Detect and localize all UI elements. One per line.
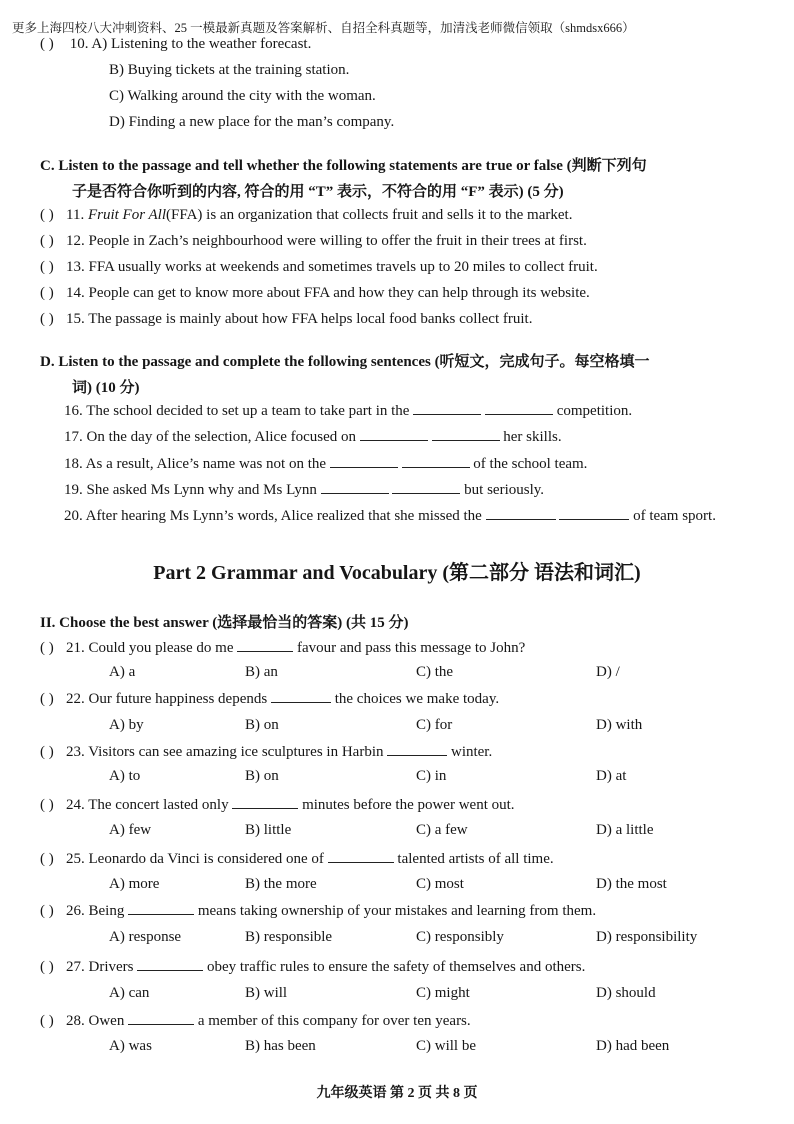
question-22: ( ) 22. Our future happiness depends the choices we make today.: [40, 691, 500, 707]
fill-blank[interactable]: [486, 507, 556, 520]
option-d: D) /: [596, 664, 620, 680]
fill-blank[interactable]: [237, 639, 293, 652]
fill-blank[interactable]: [128, 1012, 194, 1025]
option-a: A) by: [109, 717, 144, 733]
option-b: B) on: [245, 768, 279, 784]
option-b: B) will: [245, 985, 288, 1001]
option-b: B) an: [245, 664, 278, 680]
question-26: ( ) 26. Being means taking ownership of your mistakes and learning from them.: [40, 903, 597, 919]
option-d: D) had been: [596, 1038, 670, 1054]
option-d: D) with: [596, 717, 643, 733]
option-a: A) to: [109, 768, 141, 784]
option-d: D) responsibility: [596, 929, 698, 945]
question-12: ( ) 12. People in Zach’s neighbourhood were willing to offer the fruit in their trees at first.: [40, 233, 587, 249]
option-c: C) for: [416, 717, 453, 733]
option-b: B) has been: [245, 1038, 316, 1054]
question-stem: 10. A) Listening to the weather forecast.: [69, 36, 312, 52]
fill-blank[interactable]: [321, 481, 389, 494]
question-14: ( ) 14. People can get to know more about FFA and how they can help through its website.: [40, 285, 590, 301]
fill-blank[interactable]: [413, 402, 481, 415]
question-27: ( ) 27. Drivers obey traffic rules to ensure the safety of themselves and others.: [40, 959, 586, 975]
answer-paren: ( ): [40, 797, 54, 813]
question-24: ( ) 24. The concert lasted only minutes before the power went out.: [40, 797, 515, 813]
fill-blank[interactable]: [402, 455, 470, 468]
option-a: A) a: [109, 664, 136, 680]
option-c: C) responsibly: [416, 929, 504, 945]
section-c-heading: C. Listen to the passage and tell whether the following statements are true or false (判断下列句: [40, 158, 647, 174]
option-c: C) most: [416, 876, 464, 892]
option-d: D) Finding a new place for the man’s company.: [109, 114, 395, 130]
option-a: A) more: [109, 876, 160, 892]
question-23: ( ) 23. Visitors can see amazing ice sculptures in Harbin winter.: [40, 744, 493, 760]
fill-blank[interactable]: [360, 428, 428, 441]
question-13: ( ) 13. FFA usually works at weekends and sometimes travels up to 20 miles to collect fruit.: [40, 259, 598, 275]
option-b: B) on: [245, 717, 279, 733]
part-2-title: Part 2 Grammar and Vocabulary (第二部分 语法和词汇): [153, 562, 641, 584]
option-a: A) few: [109, 822, 152, 838]
fill-blank[interactable]: [232, 796, 298, 809]
option-b: B) responsible: [245, 929, 333, 945]
answer-paren: ( ): [40, 640, 54, 656]
option-b: B) the more: [245, 876, 317, 892]
option-d: D) should: [596, 985, 656, 1001]
fill-blank[interactable]: [328, 850, 394, 863]
question-18: 18. As a result, Alice’s name was not on the of the school team.: [64, 456, 588, 472]
answer-paren: ( ): [40, 691, 54, 707]
question-16: 16. The school decided to set up a team to take part in the competition.: [64, 403, 633, 419]
answer-paren: ( ): [40, 259, 54, 275]
option-d: D) a little: [596, 822, 654, 838]
answer-paren: ( ): [40, 903, 54, 919]
fill-blank[interactable]: [392, 481, 460, 494]
question-20: 20. After hearing Ms Lynn’s words, Alice realized that she missed the of team sport.: [64, 508, 716, 524]
option-c: C) Walking around the city with the woman.: [109, 88, 376, 104]
section-c-heading-cont: 子是否符合你听到的内容, 符合的用 “T” 表示，不符合的用 “F” 表示) (5 分): [72, 184, 564, 200]
section-d-heading-cont: 词) (10 分): [72, 380, 140, 396]
question-11: ( ) 11. Fruit For All(FFA) is an organization that collects fruit and sells it to the market.: [40, 207, 573, 223]
fill-blank[interactable]: [271, 690, 331, 703]
option-c: C) will be: [416, 1038, 476, 1054]
fill-blank[interactable]: [432, 428, 500, 441]
option-c: C) the: [416, 664, 454, 680]
option-b: B) Buying tickets at the training station.: [109, 62, 350, 78]
answer-paren: ( ): [40, 311, 54, 327]
question-28: ( ) 28. Owen a member of this company for over ten years.: [40, 1013, 471, 1029]
answer-paren: ( ): [40, 1013, 54, 1029]
question-15: ( ) 15. The passage is mainly about how FFA helps local food banks collect fruit.: [40, 311, 533, 327]
option-d: D) at: [596, 768, 627, 784]
answer-paren: ( ): [40, 744, 54, 760]
option-c: C) in: [416, 768, 447, 784]
answer-paren: ( ): [40, 233, 54, 249]
fill-blank[interactable]: [387, 743, 447, 756]
section-d-heading: D. Listen to the passage and complete the following sentences (听短文，完成句子。每空格填一: [40, 354, 650, 370]
fill-blank[interactable]: [485, 402, 553, 415]
option-b: B) little: [245, 822, 292, 838]
header-note: 更多上海四校八大冲刺资料、25 一模最新真题及答案解析、自招全科真题等，加清浅老师微信领取（shmdsx666）: [12, 21, 635, 35]
option-c: C) might: [416, 985, 470, 1001]
section-ii-heading: II. Choose the best answer (选择最恰当的答案) (共 15 分): [40, 615, 409, 631]
option-c: C) a few: [416, 822, 468, 838]
fill-blank[interactable]: [330, 455, 398, 468]
answer-paren: ( ): [40, 285, 54, 301]
page-footer: 九年级英语 第 2 页 共 8 页: [316, 1086, 478, 1101]
fill-blank[interactable]: [137, 958, 203, 971]
answer-paren: ( ): [40, 207, 54, 223]
question-21: ( ) 21. Could you please do me favour and pass this message to John?: [40, 640, 526, 656]
answer-paren: ( ): [40, 851, 54, 867]
answer-paren: ( ): [40, 959, 54, 975]
option-a: A) can: [109, 985, 150, 1001]
question-25: ( ) 25. Leonardo da Vinci is considered one of talented artists of all time.: [40, 851, 554, 867]
option-a: A) was: [109, 1038, 152, 1054]
fill-blank[interactable]: [128, 902, 194, 915]
question-19: 19. She asked Ms Lynn why and Ms Lynn but seriously.: [64, 482, 545, 498]
organization-name: Fruit For All: [87, 207, 167, 223]
option-d: D) the most: [596, 876, 667, 892]
option-a: A) response: [109, 929, 182, 945]
fill-blank[interactable]: [559, 507, 629, 520]
answer-paren: ( ): [40, 36, 54, 52]
question-17: 17. On the day of the selection, Alice focused on her skills.: [64, 429, 562, 445]
question-10: [40, 36, 311, 53]
